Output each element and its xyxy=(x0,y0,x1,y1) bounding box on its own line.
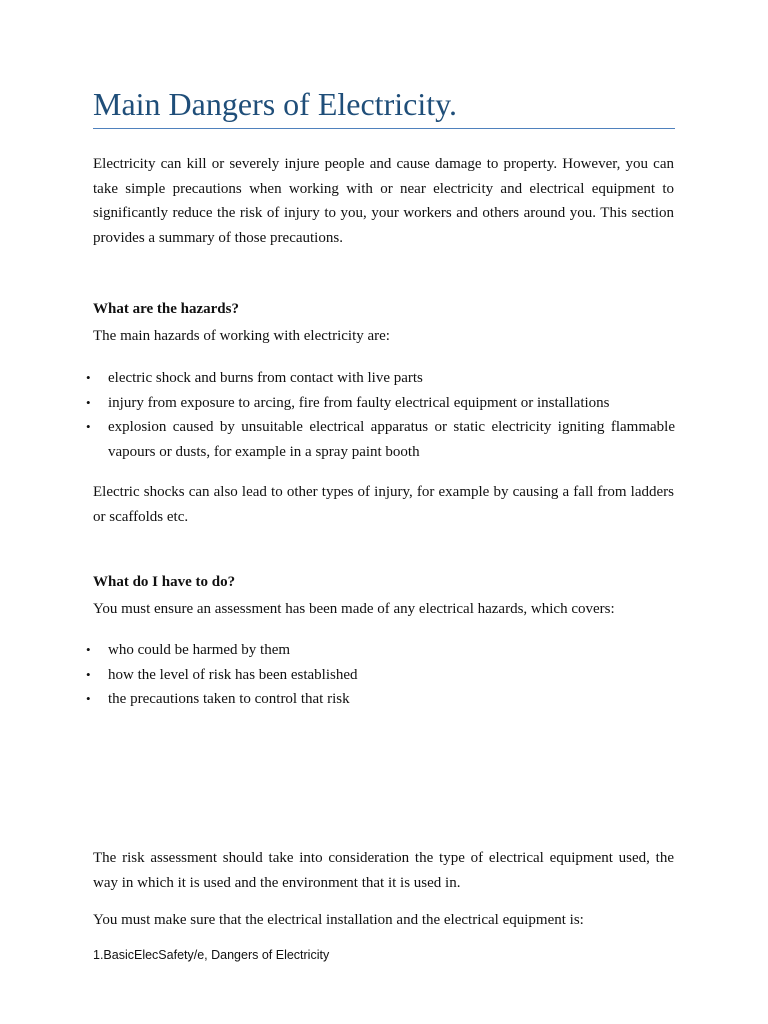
list-item xyxy=(0,366,675,391)
bullet-icon: • xyxy=(86,691,91,706)
title-underline xyxy=(93,128,675,129)
list-item-text: how the level of risk has been established xyxy=(108,666,358,683)
list-item-text: electric shock and burns from contact with live parts xyxy=(108,370,423,386)
page-footer: 1.BasicElecSafety/e, Dangers of Electricity xyxy=(93,948,330,962)
bullet-icon: • xyxy=(86,419,91,434)
page-title: Main Dangers of Electricity. xyxy=(93,86,458,122)
intro-paragraph: Electricity can kill or severely injure people and cause damage to property. However, you can take simple precautions when working with or near electricity and electrical equipment to significantly reduce the risk of injury to you, your workers and others around you. This section provides a summary of those precautions. xyxy=(93,156,674,246)
list-item-text: the precautions taken to control that risk xyxy=(108,691,350,707)
what-to-do-heading: What do I have to do? xyxy=(93,574,236,590)
installation-paragraph: You must make sure that the electrical installation and the electrical equipment is: xyxy=(93,912,584,928)
list-item-text: explosion caused by unsuitable electrical apparatus or static electricity igniting flammable vapours or dusts, for example in a spray paint booth xyxy=(108,419,675,460)
bullet-icon: • xyxy=(86,394,91,410)
hazards-lead: The main hazards of working with electricity are: xyxy=(93,328,390,344)
list-item xyxy=(0,663,675,688)
bullet-icon: • xyxy=(86,370,91,385)
bullet-icon: • xyxy=(86,666,91,682)
bullet-icon: • xyxy=(86,642,91,657)
list-item xyxy=(0,391,675,416)
hazards-closing-paragraph: Electric shocks can also lead to other types of injury, for example by causing a fall from ladders or scaffolds etc. xyxy=(93,484,674,525)
list-item xyxy=(0,687,675,712)
what-to-do-lead: You must ensure an assessment has been made of any electrical hazards, which covers: xyxy=(93,601,615,617)
hazards-list xyxy=(0,366,675,464)
risk-assessment-paragraph: The risk assessment should take into consideration the type of electrical equipment used, the way in which it is used and the environment that it is used in. xyxy=(93,850,674,891)
assessment-list xyxy=(0,638,675,712)
hazards-heading: What are the hazards? xyxy=(93,301,239,317)
list-item-text: who could be harmed by them xyxy=(108,642,291,658)
list-item xyxy=(0,415,675,464)
list-item xyxy=(0,638,675,663)
list-item-text: injury from exposure to arcing, fire from faulty electrical equipment or installations xyxy=(108,394,610,411)
